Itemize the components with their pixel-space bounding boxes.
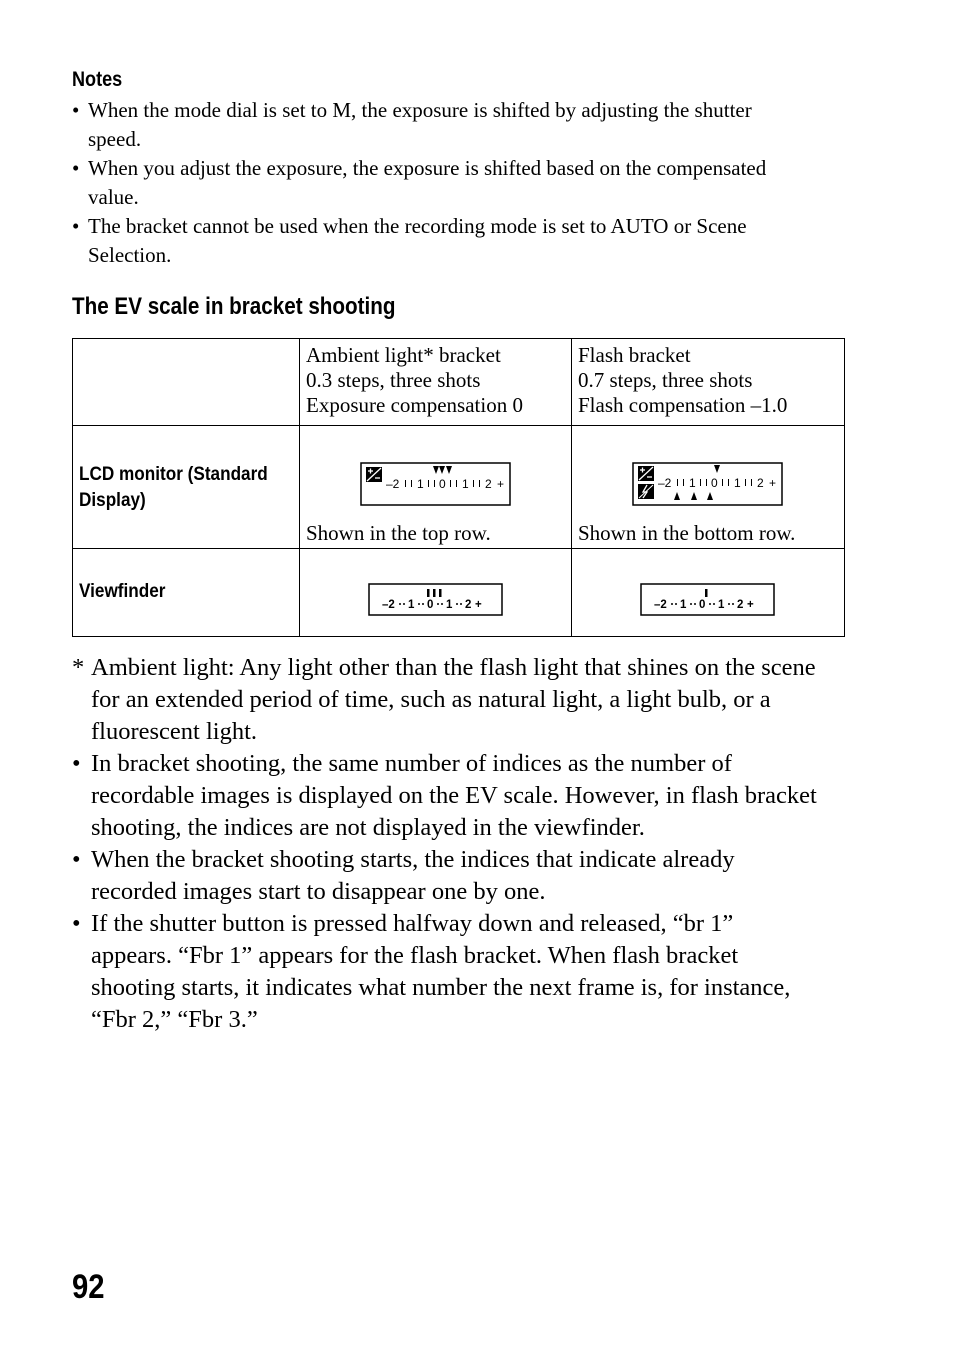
scale-label: 1: [417, 477, 424, 491]
note-line: • When you adjust the exposure, the exposure is shifted based on the compensated: [88, 156, 767, 180]
scale-label: –2: [658, 476, 672, 490]
scale-label: 2: [485, 477, 492, 491]
footnote-line: appears. “Fbr 1” appears for the flash bracket. When flash bracket: [91, 942, 739, 969]
compensation-index-mark: [714, 465, 720, 473]
row-label-text: LCD monitor (Standard Display): [79, 463, 268, 511]
note-item: [72, 154, 832, 212]
table-corner-cell: [73, 339, 300, 426]
scale-label: 1: [734, 476, 741, 490]
header-line: Ambient light* bracket: [306, 343, 501, 367]
row-label-lcd: [73, 426, 300, 549]
row-label-viewfinder: [73, 549, 300, 637]
bracket-index-marks: [674, 492, 713, 500]
scale-label: –2: [382, 599, 395, 611]
page-number: 92: [72, 1268, 105, 1306]
scale-label: 1: [718, 599, 725, 611]
section-heading: The EV scale in bracket shooting: [72, 293, 396, 320]
scale-label: –2: [386, 477, 400, 491]
footnote-item: [72, 844, 844, 908]
footnote-line: fluorescent light.: [91, 718, 258, 745]
scale-label: 1: [408, 599, 415, 611]
note-line: • When the mode dial is set to M, the exposure is shifted by adjusting the shutter: [88, 98, 752, 122]
scale-label: 0: [711, 476, 718, 490]
header-line: 0.3 steps, three shots: [306, 368, 481, 392]
cell-lcd-ambient: [300, 426, 572, 549]
note-item: [72, 96, 832, 154]
header-flash-bracket: [572, 339, 845, 426]
compensation-index-mark: [705, 589, 708, 597]
scale-label: +: [475, 599, 482, 611]
scale-label: 0: [439, 477, 446, 491]
exposure-compensation-icon: [366, 467, 382, 482]
row-label-text: Viewfinder: [79, 579, 166, 602]
cell-lcd-flash: [572, 426, 845, 549]
scale-label: 1: [446, 599, 453, 611]
footnote-line: “Fbr 2,” “Fbr 3.”: [91, 1006, 258, 1033]
scale-label: 2: [757, 476, 764, 490]
header-line: Flash bracket: [578, 343, 691, 367]
header-line: Exposure compensation 0: [306, 393, 523, 417]
notes-list: [72, 96, 832, 270]
scale-label: 2: [737, 599, 744, 611]
scale-label: 0: [427, 599, 434, 611]
lcd-ev-scale-ambient: [360, 462, 514, 510]
footnote-line: recordable images is displayed on the EV scale. However, in flash bracket: [91, 782, 817, 809]
footnote-line: • If the shutter button is pressed halfway down and released, “br 1”: [91, 910, 734, 937]
note-line: speed.: [88, 127, 142, 151]
table-row-viewfinder: [73, 549, 845, 637]
footnote-line: shooting, the indices are not displayed in the viewfinder.: [91, 814, 645, 841]
footnote-item: [72, 908, 844, 1036]
scale-label: 2: [465, 599, 472, 611]
exposure-compensation-icon: [638, 466, 654, 481]
scale-label: +: [769, 476, 777, 490]
note-item: [72, 212, 832, 270]
caption-top-row: Shown in the top row.: [306, 521, 491, 545]
footnote-line: shooting starts, it indicates what number the next frame is, for instance,: [91, 974, 791, 1001]
scale-label: +: [497, 477, 505, 491]
note-line: Selection.: [88, 243, 172, 267]
cell-viewfinder-flash: [572, 549, 845, 637]
scale-label: 1: [680, 599, 687, 611]
bracket-index-marks: [427, 589, 442, 597]
table-header-row: [73, 339, 845, 426]
header-line: 0.7 steps, three shots: [578, 368, 753, 392]
ev-scale-table: [72, 338, 845, 637]
caption-bottom-row: Shown in the bottom row.: [578, 521, 796, 545]
footnote-line: • When the bracket shooting starts, the indices that indicate already: [91, 846, 735, 873]
table-row-lcd: [73, 426, 845, 549]
scale-label: 1: [462, 477, 469, 491]
lcd-ev-scale-flash: [632, 462, 786, 510]
header-ambient-bracket: [300, 339, 572, 426]
notes-heading: Notes: [72, 68, 123, 91]
viewfinder-ev-scale-flash: [640, 583, 778, 619]
footnote-item: [72, 652, 844, 748]
flash-compensation-icon: [638, 484, 654, 499]
scale-label: 0: [699, 599, 706, 611]
viewfinder-ev-scale-ambient: [368, 583, 506, 619]
note-line: value.: [88, 185, 139, 209]
footnote-line: * Ambient light: Any light other than the flash light that shines on the scene: [91, 654, 816, 681]
scale-label: –2: [654, 599, 667, 611]
header-line: Flash compensation –1.0: [578, 393, 788, 417]
cell-viewfinder-ambient: [300, 549, 572, 637]
footnote-item: [72, 748, 844, 844]
scale-label: +: [747, 599, 754, 611]
note-line: • The bracket cannot be used when the recording mode is set to AUTO or Scene: [88, 214, 747, 238]
footnote-line: • In bracket shooting, the same number of indices as the number of: [91, 750, 732, 777]
footnote-line: for an extended period of time, such as natural light, a light bulb, or a: [91, 686, 771, 713]
footnote-list: [72, 652, 844, 1036]
bracket-index-marks: [433, 466, 452, 474]
scale-label: 1: [689, 476, 696, 490]
footnote-line: recorded images start to disappear one by one.: [91, 878, 546, 905]
